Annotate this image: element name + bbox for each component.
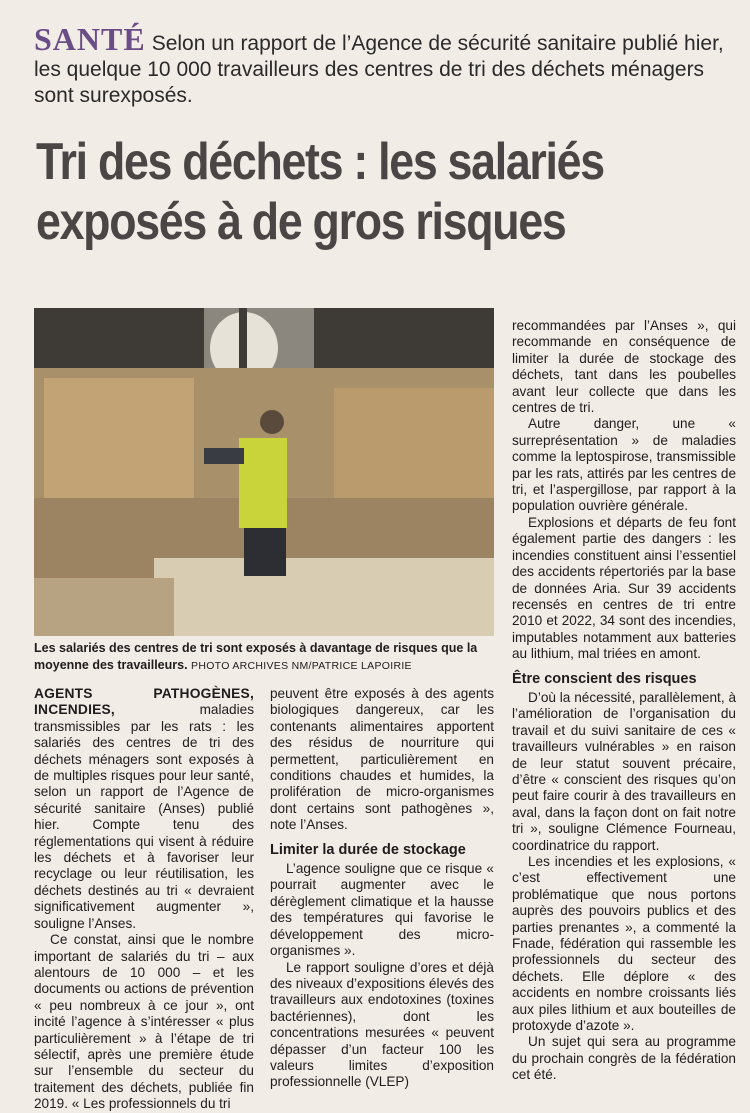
paragraph-11: Un sujet qui sera au programme du prochain congrès de la fédération cet été.: [512, 1034, 736, 1083]
kicker-text: Selon un rapport de l’Agence de sécurité sanitaire publié hier, les quelque 10 000 travailleurs des centres de tri des déchets ménagers sont surexposés.: [34, 32, 724, 107]
article-column-3: [512, 318, 736, 1084]
subheading-1: Limiter la durée de stockage: [270, 841, 466, 858]
article-column-2: [270, 686, 494, 1091]
paragraph-9: D’où la nécessité, parallèlement, à l’amélioration de l’organisation du travail et du suivi sanitaire de ces « travailleurs vulnérables » en raison de leur statut souvent précaire, d’être « conscient des risques qu’on peut faire courir à des travailleurs en aval, dans la façon dont on fait notre tri », souligne Clémence Fourneau, coordinatrice du rapport.: [512, 689, 736, 853]
subheading-2: Être conscient des risques: [512, 670, 697, 687]
paragraph-3: peuvent être exposés à des agents biologiques dangereux, car les contenants alimentaires apportent des résidus de nourriture qui permettent, particulièrement en conditions chaudes et humides, la prolifération de micro-organismes dont certains sont pathogènes », note l’Anses.: [270, 686, 494, 833]
caption-text: Les salariés des centres de tri sont exposés à davantage de risques que la moyenne des travailleurs.: [34, 641, 478, 672]
lead-text: AGENTS PATHOGÈNES, INCENDIES,: [34, 686, 254, 718]
photo-credit: PHOTO ARCHIVES NM/PATRICE LAPOIRIE: [191, 660, 412, 672]
paragraph-2: Ce constat, ainsi que le nombre important de salariés du tri – aux alentours de 10 000 – et les documents ou actions de prévention « peu nombreux à ce jour », ont incité l’agence à s’intéresser « plus particulièrement » à l’étape de tri sélectif, après une première étude sur l’ensemble du secteur du traitement des déchets, publiée fin 2019. « Les professionnels du tri: [34, 932, 254, 1112]
paragraph-10: Les incendies et les explosions, « c’est effectivement une problématique que nous portons auprès des pouvoirs publics et des parties prenantes », a commenté la Fnade, fédération qui rassemble les professionnels du secteur des déchets. Elle déplore « des accidents en nombre croissants liés aux piles lithium et aux bouteilles de protoxyde d’azote ».: [512, 854, 736, 1034]
paragraph-5: Le rapport souligne d’ores et déjà des niveaux d’expositions élevés des travailleurs aux endotoxines (toxines bactériennes), dont les concentrations mesurées « peuvent dépasser d’un facteur 100 les valeurs limites d’exposition professionnelle (VLEP): [270, 959, 494, 1090]
paragraph-8: Explosions et départs de feu font également partie des dangers : les incendies constituent ainsi l’essentiel des accidents répertoriés par la base de données Aria. Sur 39 accidents recensés en centres de tri entre 2010 et 2022, 34 sont des incendies, imputables notamment aux batteries au lithium, mal triées en amont.: [512, 514, 736, 662]
article-photo: [34, 308, 494, 636]
photo-caption: [34, 640, 496, 675]
paragraph-4: L’agence souligne que ce risque « pourrait augmenter avec le dérèglement climatique et la hausse des températures qui favorise le développement des micro-organismes ».: [270, 861, 494, 959]
headline: [36, 132, 629, 252]
kicker: [34, 21, 724, 109]
headline-line-2: exposés à de gros risques: [36, 193, 566, 251]
article-column-1: [34, 686, 254, 1113]
paragraph-7: Autre danger, une « surreprésentation » de maladies comme la leptospirose, transmissible par les rats, attirés par les centres de tri, et l’aspergillose, par rapport à la population ouvrière générale.: [512, 416, 736, 514]
headline-line-1: Tri des déchets : les salariés: [36, 133, 604, 191]
recycling-center-photo: [34, 308, 494, 636]
paragraph-1: AGENTS PATHOGÈNES, INCENDIES, maladies transmissibles par les rats : les salariés des centres de tri des déchets ménagers sont exposés à de multiples risques pour leur santé, selon un rapport de l’Agence de sécurité sanitaire (Anses) publié hier. Compte tenu des réglementations qui visent à réduire les déchets et à favoriser leur recyclage ou leur réutilisation, les déchets destinés au tri « devraient significativement augmenter », souligne l’Anses.: [34, 686, 254, 931]
paragraph-6: recommandées par l’Anses », qui recommande en conséquence de limiter la durée de stockage des déchets, tant dans les poubelles avant leur collecte que dans les centres de tri.: [512, 318, 736, 416]
section-tag: SANTÉ: [34, 21, 146, 57]
